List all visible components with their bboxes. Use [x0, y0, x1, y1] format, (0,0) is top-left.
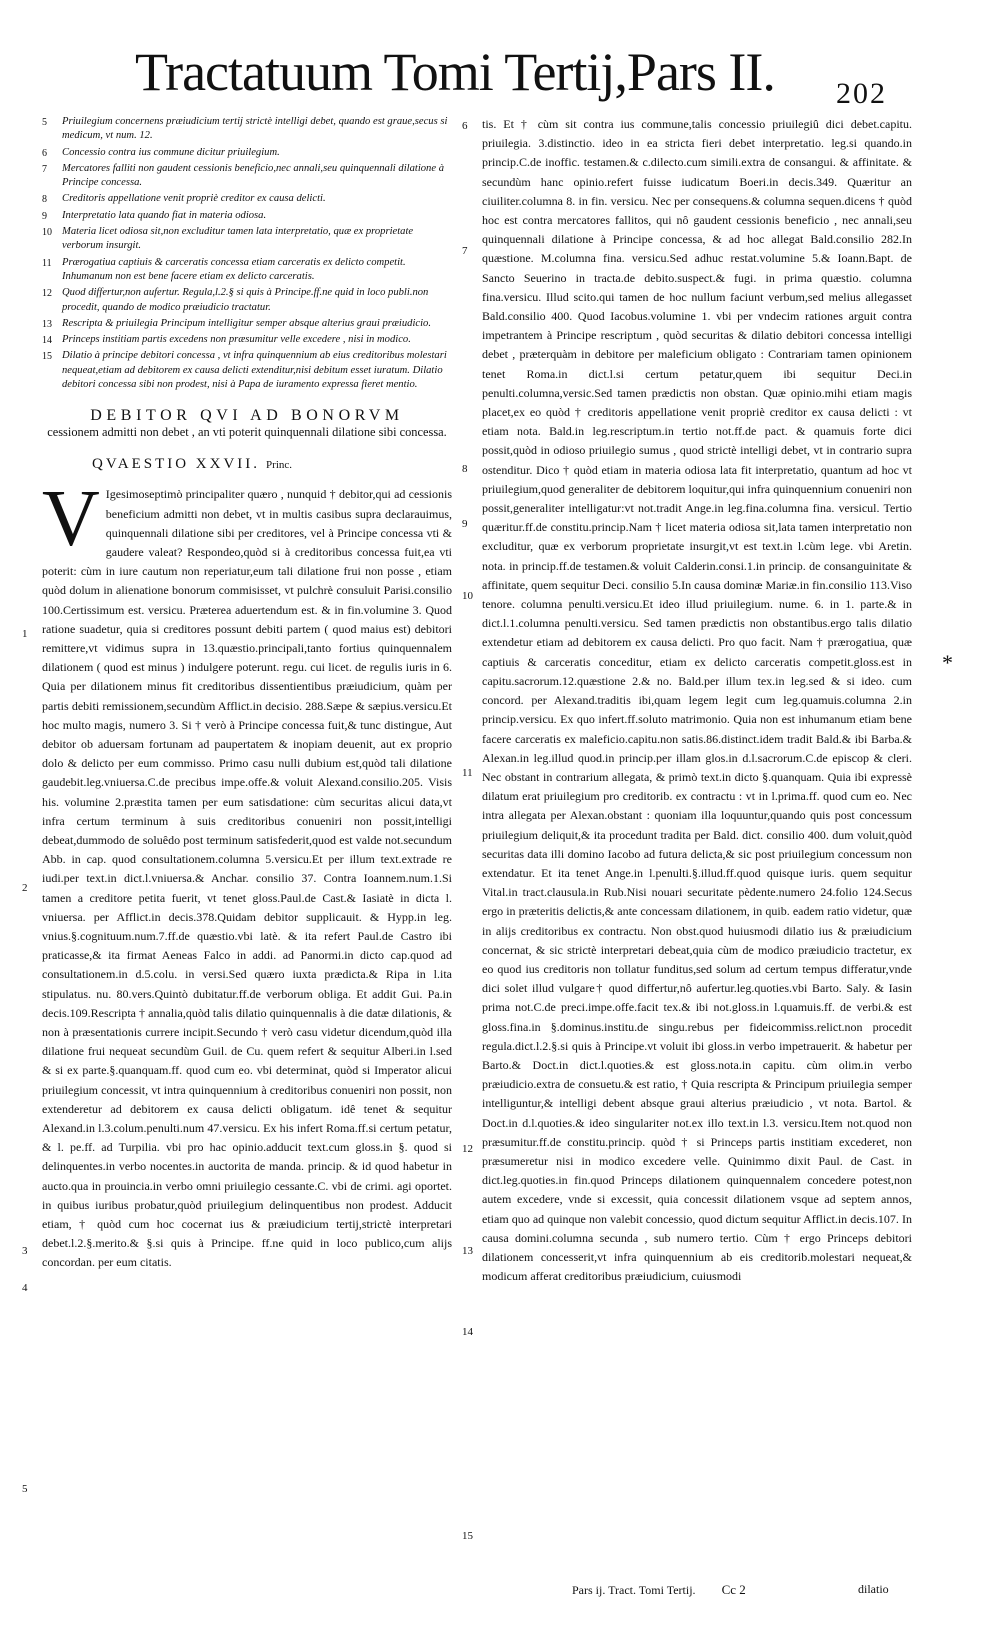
margin-number: 7 [462, 245, 468, 257]
catchword: dilatio [858, 1582, 889, 1596]
summary-number: 7 [42, 163, 47, 175]
summary-number: 11 [42, 257, 52, 269]
summary-item [42, 209, 452, 223]
right-body-text: tis. Et † cùm sit contra ius commune,talis concessio priuilegiû dici debet.capitu. priuilegia. 3.distinctio. ideo in ea stricta fieri debet interpretatio. leg.si quando.in princip.C.de inoffic. testamen.& c.dilecto.cum simili.extra de consangui. & affinitate. & secundùm hanc opinio.refert fuisse iudicatum Boeri.in decis.349. Quæritur an ciuiliter.columna 8. in fin. versicu. Nec per consequens.& columna sequen.dicens † quòd hoc est contra mercatores fallitos, qui nô gaudent cessionis beneficio , nec annali,seu quinquennali dilatione à Principe concessa, & ad hoc allegat Bald.consilio 282.In quæstione. M.columna fina. versicu.Sed adhuc restat.volumine 5.& Ioann.Bapt. de Sancto Seuerino in tracta.de debito.suspect.& fugi. in prima quæstio. columna fina.versicu. Illud scito.qui tamen de hoc nullum faciunt verbum,sed melius allegasset Bald.consilio 400. Quod Iacobus.volumine 1. vbi per vndecim rationes arguit contra impetrantem à Principe rescriptum , quòd securitas & dilatio debitori concessa intelligi debet , præterquàm in debitore per maleficium obligato : Contrariam tamen opinionem tenet Roma.in dict.l.si certum petatur,quem ibi sequitur Deci.in penulti.columna,versic.Sed tamen prædictis non obstan. Quæ opinio.mihi etiam magis placet,ex eo quòd † creditoris appellatione venit propriè creditor ex causa delicti : vt etiam nota. Bald.in leg.rescriptum.in tertio not.ff.de pact. & quamuis forte dici possit,quòd in odioso priuilegio sumus , quod strictè intelligi debet, vt in contrario supra ostenditur. Dico † quòd etiam in materia odiosa lata fit interpretatio, quantum ad hoc vt priuilegium,quod generaliter de debitorem loquitur,qui infra quinquennium conueniri non possit,generaliter intelligatur:vt not.tradit Ange.in leg.fina.columna fina. versicul. Tertio quæritur.ff.de constitu.princip.Nam † licet materia odiosa sit,lata tamen interpretatio non excluditur, quæ ex verborum proprietate insurgit,vt est text.in l.cùm lege. vbi Aretin. nota. in princip.ff.de testamen.& voluit Calderin.consi.1.in princip. de consanguinitate & affinitate, quem sequitur Deci. consilio 5.In causa dominæ Mariæ.in fin.consilio 113.Viso tenore. columna penulti.versicu.Et ideo illud priuilegium. nume. 6. in 1. parte.& in dict.l.1.columna penulti.versicu. Sed tamen prædictis non obstantibus.ergo talis dilatio extendetur etiam ad debitorem ex causa delicti. Pro quo facit. Nam † prærogatiua, quæ captiuis & carceratis conceditur, etiam ex delicto carceratis competit.gloss.est in capitu.sacrorum.12.quæstione 2.& no. Bald.per illum tex.in leg.sed & si ideo. cum concord. per Alexand.traditis ibi,quam legem legit cum leg.quamuis.columna 2.in princip.versicu. Ex quo infert.ff.soluto matrimonio. Quia non est inhumanum etiam bene facere carceratis ex maleficio.capitu.non satis.86.distinct.idem tradit Bald.& ibi Barba.& Alexan.in leg.illud quod.in princip.per illam glos.in d.l.sacrorum.C.de episcop & cleri. Nec obstant in contrarium allegata, & primò text.in dicto §.quanquam. Quia ibi expressè dilatum erat priuilegium pro creditorib. ex contractu : vt in l.prima.ff. quod cum eo. Nec intra allegata per Alexan.obstant : quoniam illa loquuntur,quando quis post concessum priuilegium deliquit,& ita procedunt tradita per Bald. dict. consilio 400. dum voluit,quòd securitas data illi domino Iacobo ad futura delicta,& sic post priuilegium concessum non extendatur. Et ita tenet Ange.in l.penulti.§.illud.ff.quod quisque iuris. quem sequitur Vital.in tract.clausula.in Rub.Nisi nouari securitate pèdente.numero 24.folio 124.Secus ergo in præteritis delictis,& ante concessam dilationem, in quib. eadem ratio videtur, quæ in alijs creditoribus ex contractu. Non obst.quod huiusmodi dilatio ius & præiudicium concernat, & sic strictè interpretari debeat,quia cùm de modico præiudicio tractetur, ex eo quod ius creditoris non tollatur funditus,sed solum ad certum tempus differatur,vnde dici solet illud vulgare† quod differtur,nô aufertur.leg.quoties.vbi Barto. Saly. & Iasin prima not.C.de preci.impe.offe.facit tex.& ibi not.gloss.in l.quamuis.ff. de verbi.& est gloss.fina.in §.dominus.institu.de singu.rebus per fideicommiss.relict.non procedit regula.dict.l.2.§.si quis à Principe.vt voluit ibi gloss.in verbo impetrauerit. & habetur per Barto.& Doct.in dict.l.quoties.& est gloss.nota.in capitu. cùm olim.in verbo præiudicio.extra de consuetu.& est ratio, † Quia rescripta & Principum priuilegia semper intelliguntur,& intelligi debent absque graui alterius præiudicio , vt nota. Bartol. & Doct.in d.l.quoties.& ideo singulariter not.ex illo text.in l.3. versicu.Item not.quod non præsumitur.ff.de constitu.princip. quòd † si Princeps partis institiam excederet, non præsumeretur nisi in modico excedere velle. Quinimmo dixit Paul. de Cast. in dict.leg.quoties.in fin.quod Princeps dilationem quinquennalem concedere potest,non autem excedere, vnde si excessit, quia concessit dilationem vsque ad septem annos, etiam quo ad quinque non valebit concessio, quod dictum sequitur Afflict.in decis.107. In causa domini.columna secunda , sub numero tertio. Cùm † ergo Princeps debitori dilationem concesserit,vt infra quinquennium ab eis creditorib.molestari nequeat,& modicum afferat creditoribus præiudicium, cuiusmodi [482, 117, 912, 1284]
margin-number: 4 [22, 1282, 28, 1294]
summary-text: Priuilegium concernens præiudicium tertij strictè intelligi debet, quando est graue,secus si medicum, vt num. 12. [62, 116, 448, 142]
signature-line [572, 1582, 746, 1598]
summary-text: Prærogatiua captiuis & carceratis concessa etiam carceratis ex delicto competit. Inhumanum non est bene facere etiam ex delicto carceratis. [62, 256, 406, 282]
summary-number: 6 [42, 147, 47, 159]
margin-number: 1 [22, 628, 28, 640]
signature-mark: Cc 2 [721, 1582, 746, 1597]
summary-item [42, 286, 452, 315]
summary-number: 10 [42, 227, 52, 239]
drop-cap: V [42, 475, 100, 564]
margin-number: 6 [462, 120, 468, 132]
left-body-text: Igesimoseptimò principaliter quæro , nunquid † debitor,qui ad cessionis beneficium admitti non debet, vt in multis casibus supra declarauimus, quinquennali dilatione sibi per creditores, vel à Principe concessa vti & gaudere valeat? Respondeo,quòd si à creditoribus concessa fuit,ea vti poterit: cùm in iure cautum non reperiatur,eum tali dilatione frui non posse , etiam quòd dolum in alienatione bonorum commisisset, vt pulchrè consuluit Parisi.consilio 100.Certissimum est. versicu. Præterea aduertendum est. & in fin.volumine 3. Quod ratione suadetur, quia si creditores possunt debiti partem ( quod maius est) debitori remittere,vt vidimus supra in 13.quæstio.principali,tanto fortius quinquennalem dilationem ( quod est minus ) indulgere poterunt. regu. cui licet. de regulis iuris in 6. Quia per dilationem minus fit creditoribus dissentientibus præiudicium, quàm per partis debiti remissionem,secundùm Afflict.in decisio. 288.Sæpe & sæpius.versicu.Et hoc multo magis, numero 3. Si † verò à Principe concessa fuit,& tunc distingue, Aut debitor ob aduersam fortunam ad paupertatem & inopiam deuenit, aut ex proprio dolo & delicto per eum commisso. Primo casu nulli dubium est,quòd tali dilatione gaudebit.leg.vniuersa.C.de precibus impe.offe.& voluit Alexand.consilio.205. Visis his. volumine 2.præstita tamen per eum satisdatione: cùm securitas alicui data,vt infra certum terminum à suis creditoribus conueniri non possit,intelligi debeat,dummodo de soluêdo post terminum satisfederit,quod est valde not.secundum Abb. in cap. quod consultationem.columna 5.versicu.Et per illum text.extrade re iudi.per text.in dict.l.vniuersa.& Anchar. consilio 37. Contra Ioannem.num.1.Si tamen a creditore petita fuerit, vt tenet gloss.Paul.de Cast.& Iasiatè in dicta l. vniuersa. per Afflict.in decis.378.Quidam debitor supplicauit. & Hypp.in leg. vnius.§.cognituum.num.7.ff.de quæstio.vbi latè. & ita refert Paul.de Castro ibi praticasse,& ita firmat Aeneas Falco in addi. ad Panormi.in dicto cap.quod ad consultationem.in d.5.colu. in versi.Sed quæro iuxta prædicta.& Ripa in l.ita stipulatus. nu. 80.vers.Quintò dubitatur.ff.de verborum obliga. Et addit Gui. Pa.in decis.109.Rescripta † annalia,quòd talis dilatio quinquennalis à die datæ dilationis, & non à præsentationis currere incipit.Secundo † verò casu videtur dicendum,quòd illa dilatione frui nequeat secundùm Guil. de Cu. quem refert & sequitur Alberi.in l.sed & si ex parte.§.quanquam.ff. quod cum eo. vbi determinat, quòd si Imperator alicui priuilegium concessit, vt intra quinquennium à creditoribus conueniri non possit, non extenderetur ad debitorem ex causa delicti obligatum. idê tenet & sequitur Alexand.in l.3.colum.penulti.num 47.versicu. Ex his infert Roma.ff.si certum petatur, & l. pe.ff. ad Turpilia. vbi pro hac opinio.adducit text.cum gloss.in §. quod si delinquentes.in verbo nocentes.in auctorita de manda. princip. & id quod habetur in aucto.qua in prouincia.in verbo omni priuilegio cessante.C. vbi de crimi. agi oportet. in quibus iuribus probatur,quòd priuilegium delinquentibus non prodest. Adducit etiam, † quòd cum hoc cocernat ius & præiudicium tertij,strictè interpretari debet.l.2.§.merito.& §.si quis à Principe. ff.ne quid in loco publico,cum alijs concordan. per eum citatis. [42, 487, 452, 1270]
summary-number: 13 [42, 318, 52, 330]
summary-item [42, 333, 452, 347]
asterisk-mark: * [942, 650, 953, 675]
summary-number: 15 [42, 351, 52, 363]
summary-item [42, 192, 452, 206]
summary-text: Princeps institiam partis excedens non præsumitur velle excedere , nisi in modico. [62, 334, 411, 346]
margin-number: 3 [22, 1245, 28, 1257]
summary-number: 5 [42, 117, 47, 128]
princ-label: Princ. [266, 459, 293, 472]
summary-item [42, 146, 452, 160]
summary-item [42, 317, 452, 331]
question-label [42, 456, 452, 473]
summary-number: 14 [42, 335, 52, 347]
question-number: QVAESTIO XXVII. [92, 456, 261, 473]
summary-item [42, 115, 452, 144]
signature-text: Pars ij. Tract. Tomi Tertij. [572, 1583, 696, 1597]
summary-item [42, 256, 452, 285]
question-heading-sub: cessionem admitti non debet , an vti poterit quinquennali dilatione sibi concessa. [47, 425, 447, 440]
right-body [482, 115, 912, 1286]
page-number: 202 [836, 77, 887, 110]
right-column [482, 115, 912, 1286]
summary-text: Creditoris appellatione venit propriè creditor ex causa delicti. [62, 193, 326, 205]
summary-item [42, 225, 452, 254]
summary-text: Rescripta & priuilegia Principum intelligitur semper absque alterius graui præiudicio. [62, 317, 431, 329]
left-body [42, 475, 452, 1272]
summary-text: Materia licet odiosa sit,non excluditur tamen lata interpretatio, quæ ex proprietate verborum insurgit. [62, 226, 414, 252]
summary-item [42, 349, 452, 392]
summary-number: 8 [42, 194, 47, 206]
summary-text: Dilatio à principe debitori concessa , vt infra quinquennium ab eius creditoribus molestari nequeat,etiam ad debitorem ex causa delicti extenditur,nisi debitum esset iuratum. Dilatio debitori concessa sibi non prodest, nisi à Papa de iuramento expressa fieret mentio. [62, 350, 447, 391]
left-column [42, 115, 452, 1273]
margin-number: 12 [462, 1143, 473, 1155]
margin-number: 13 [462, 1245, 473, 1257]
summary-number: 9 [42, 210, 47, 222]
margin-number: 14 [462, 1326, 473, 1338]
margin-number: 10 [462, 590, 473, 602]
summary-text: Concessio contra ius commune dicitur priuilegium. [62, 146, 280, 158]
margin-number: 2 [22, 882, 28, 894]
summary-number: 12 [42, 288, 52, 300]
summary-item [42, 162, 452, 191]
margin-number: 15 [462, 1530, 473, 1542]
summary-text: Quod differtur,non aufertur. Regula,l.2.§ si quis à Principe.ff.ne quid in loco publi.non procedit, quando de modico præiudicio tractatur. [62, 287, 429, 313]
summary-text: Interpretatio lata quando fiat in materia odiosa. [62, 209, 267, 221]
question-heading: DEBITOR QVI AD BONORVM [90, 407, 404, 425]
margin-number: 8 [462, 463, 468, 475]
margin-number: 11 [462, 767, 473, 779]
running-title: Tractatuum Tomi Tertij,Pars II. [135, 42, 775, 102]
summary-list [42, 115, 452, 392]
margin-number: 5 [22, 1483, 28, 1495]
summary-text: Mercatores falliti non gaudent cessionis beneficio,nec annali,seu quinquennali dilatione à Principe concessa. [62, 162, 445, 189]
margin-number: 9 [462, 518, 468, 530]
